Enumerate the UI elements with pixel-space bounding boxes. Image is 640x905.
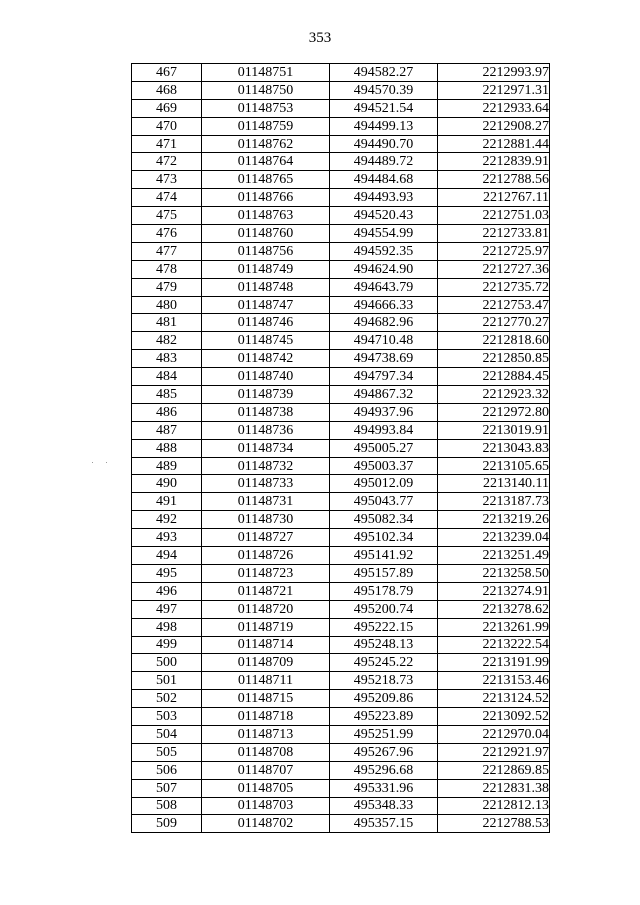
table-row: [132, 815, 550, 833]
y-coordinate-cell: 2213019.91: [438, 421, 550, 439]
table-row: [132, 618, 550, 636]
point-number-cell: 498: [132, 618, 202, 636]
point-id-cell: 01148734: [202, 439, 330, 457]
x-coordinate-cell: 494493.93: [330, 189, 438, 207]
y-coordinate-cell: 2213140.11: [438, 475, 550, 493]
table-row: [132, 600, 550, 618]
point-number-cell: 504: [132, 725, 202, 743]
x-coordinate-cell: 494490.70: [330, 135, 438, 153]
y-coordinate-cell: 2212735.72: [438, 278, 550, 296]
point-number-cell: 486: [132, 403, 202, 421]
point-id-cell: 01148733: [202, 475, 330, 493]
y-coordinate-cell: 2213092.52: [438, 708, 550, 726]
table-row: [132, 153, 550, 171]
x-coordinate-cell: 495178.79: [330, 582, 438, 600]
y-coordinate-cell: 2212751.03: [438, 207, 550, 225]
point-number-cell: 480: [132, 296, 202, 314]
x-coordinate-cell: 494489.72: [330, 153, 438, 171]
point-id-cell: 01148732: [202, 457, 330, 475]
table-row: [132, 135, 550, 153]
table-row: [132, 421, 550, 439]
table-row: [132, 690, 550, 708]
point-id-cell: 01148705: [202, 779, 330, 797]
y-coordinate-cell: 2212971.31: [438, 81, 550, 99]
table-row: [132, 797, 550, 815]
y-coordinate-cell: 2212727.36: [438, 260, 550, 278]
x-coordinate-cell: 495223.89: [330, 708, 438, 726]
y-coordinate-cell: 2212869.85: [438, 761, 550, 779]
table-row: [132, 368, 550, 386]
x-coordinate-cell: 494521.54: [330, 99, 438, 117]
y-coordinate-cell: 2212788.53: [438, 815, 550, 833]
point-number-cell: 495: [132, 564, 202, 582]
point-id-cell: 01148766: [202, 189, 330, 207]
y-coordinate-cell: 2212753.47: [438, 296, 550, 314]
point-id-cell: 01148708: [202, 743, 330, 761]
point-number-cell: 478: [132, 260, 202, 278]
point-number-cell: 489: [132, 457, 202, 475]
x-coordinate-cell: 495200.74: [330, 600, 438, 618]
x-coordinate-cell: 494666.33: [330, 296, 438, 314]
point-number-cell: 475: [132, 207, 202, 225]
y-coordinate-cell: 2213261.99: [438, 618, 550, 636]
x-coordinate-cell: 494624.90: [330, 260, 438, 278]
point-number-cell: 494: [132, 547, 202, 565]
x-coordinate-cell: 494554.99: [330, 225, 438, 243]
table-row: [132, 332, 550, 350]
point-number-cell: 493: [132, 529, 202, 547]
point-id-cell: 01148748: [202, 278, 330, 296]
table-row: [132, 207, 550, 225]
point-number-cell: 509: [132, 815, 202, 833]
x-coordinate-cell: 495222.15: [330, 618, 438, 636]
point-number-cell: 492: [132, 511, 202, 529]
point-number-cell: 476: [132, 225, 202, 243]
point-number-cell: 471: [132, 135, 202, 153]
point-number-cell: 505: [132, 743, 202, 761]
y-coordinate-cell: 2212818.60: [438, 332, 550, 350]
x-coordinate-cell: 494710.48: [330, 332, 438, 350]
point-id-cell: 01148711: [202, 672, 330, 690]
table-row: [132, 350, 550, 368]
table-row: [132, 654, 550, 672]
y-coordinate-cell: 2213187.73: [438, 493, 550, 511]
table-row: [132, 457, 550, 475]
point-id-cell: 01148742: [202, 350, 330, 368]
table-row: [132, 743, 550, 761]
table-row: [132, 529, 550, 547]
point-number-cell: 506: [132, 761, 202, 779]
point-number-cell: 496: [132, 582, 202, 600]
point-number-cell: 477: [132, 242, 202, 260]
point-id-cell: 01148723: [202, 564, 330, 582]
y-coordinate-cell: 2213219.26: [438, 511, 550, 529]
point-id-cell: 01148760: [202, 225, 330, 243]
y-coordinate-cell: 2213105.65: [438, 457, 550, 475]
point-number-cell: 503: [132, 708, 202, 726]
table-row: [132, 725, 550, 743]
table-row: [132, 296, 550, 314]
x-coordinate-cell: 495005.27: [330, 439, 438, 457]
point-number-cell: 497: [132, 600, 202, 618]
point-id-cell: 01148751: [202, 64, 330, 82]
x-coordinate-cell: 494582.27: [330, 64, 438, 82]
table-row: [132, 779, 550, 797]
table-row: [132, 564, 550, 582]
y-coordinate-cell: 2212881.44: [438, 135, 550, 153]
point-number-cell: 499: [132, 636, 202, 654]
y-coordinate-cell: 2212767.11: [438, 189, 550, 207]
y-coordinate-cell: 2213258.50: [438, 564, 550, 582]
y-coordinate-cell: 2212923.32: [438, 386, 550, 404]
y-coordinate-cell: 2212839.91: [438, 153, 550, 171]
x-coordinate-cell: 495102.34: [330, 529, 438, 547]
point-id-cell: 01148714: [202, 636, 330, 654]
table-row: [132, 260, 550, 278]
x-coordinate-cell: 494937.96: [330, 403, 438, 421]
y-coordinate-cell: 2213251.49: [438, 547, 550, 565]
table-row: [132, 278, 550, 296]
x-coordinate-cell: 495267.96: [330, 743, 438, 761]
y-coordinate-cell: 2212788.56: [438, 171, 550, 189]
x-coordinate-cell: 495357.15: [330, 815, 438, 833]
point-id-cell: 01148746: [202, 314, 330, 332]
x-coordinate-cell: 494520.43: [330, 207, 438, 225]
x-coordinate-cell: 495331.96: [330, 779, 438, 797]
table-row: [132, 761, 550, 779]
x-coordinate-cell: 495251.99: [330, 725, 438, 743]
point-id-cell: 01148764: [202, 153, 330, 171]
y-coordinate-cell: 2212884.45: [438, 368, 550, 386]
table-row: [132, 547, 550, 565]
point-number-cell: 470: [132, 117, 202, 135]
y-coordinate-cell: 2212850.85: [438, 350, 550, 368]
x-coordinate-cell: 495296.68: [330, 761, 438, 779]
point-id-cell: 01148707: [202, 761, 330, 779]
point-id-cell: 01148730: [202, 511, 330, 529]
point-id-cell: 01148738: [202, 403, 330, 421]
point-number-cell: 500: [132, 654, 202, 672]
point-id-cell: 01148718: [202, 708, 330, 726]
point-id-cell: 01148721: [202, 582, 330, 600]
point-id-cell: 01148719: [202, 618, 330, 636]
x-coordinate-cell: 495141.92: [330, 547, 438, 565]
point-number-cell: 479: [132, 278, 202, 296]
point-id-cell: 01148709: [202, 654, 330, 672]
y-coordinate-cell: 2212921.97: [438, 743, 550, 761]
y-coordinate-cell: 2213239.04: [438, 529, 550, 547]
point-number-cell: 485: [132, 386, 202, 404]
point-number-cell: 472: [132, 153, 202, 171]
point-id-cell: 01148749: [202, 260, 330, 278]
point-number-cell: 502: [132, 690, 202, 708]
table-row: [132, 117, 550, 135]
point-number-cell: 468: [132, 81, 202, 99]
point-id-cell: 01148703: [202, 797, 330, 815]
point-number-cell: 488: [132, 439, 202, 457]
point-id-cell: 01148715: [202, 690, 330, 708]
y-coordinate-cell: 2213043.83: [438, 439, 550, 457]
table-row: [132, 242, 550, 260]
x-coordinate-cell: 495209.86: [330, 690, 438, 708]
x-coordinate-cell: 494484.68: [330, 171, 438, 189]
table-row: [132, 582, 550, 600]
point-number-cell: 467: [132, 64, 202, 82]
x-coordinate-cell: 494643.79: [330, 278, 438, 296]
point-id-cell: 01148740: [202, 368, 330, 386]
x-coordinate-cell: 494797.34: [330, 368, 438, 386]
x-coordinate-cell: 495245.22: [330, 654, 438, 672]
table-row: [132, 475, 550, 493]
scan-speck: [106, 462, 107, 463]
y-coordinate-cell: 2212908.27: [438, 117, 550, 135]
table-row: [132, 81, 550, 99]
point-id-cell: 01148747: [202, 296, 330, 314]
point-id-cell: 01148731: [202, 493, 330, 511]
table-row: [132, 511, 550, 529]
x-coordinate-cell: 495218.73: [330, 672, 438, 690]
point-id-cell: 01148765: [202, 171, 330, 189]
y-coordinate-cell: 2213153.46: [438, 672, 550, 690]
x-coordinate-cell: 494993.84: [330, 421, 438, 439]
table-row: [132, 708, 550, 726]
x-coordinate-cell: 494738.69: [330, 350, 438, 368]
x-coordinate-cell: 494592.35: [330, 242, 438, 260]
x-coordinate-cell: 495082.34: [330, 511, 438, 529]
table-row: [132, 672, 550, 690]
y-coordinate-cell: 2213191.99: [438, 654, 550, 672]
point-number-cell: 491: [132, 493, 202, 511]
point-id-cell: 01148762: [202, 135, 330, 153]
point-id-cell: 01148753: [202, 99, 330, 117]
point-id-cell: 01148702: [202, 815, 330, 833]
y-coordinate-cell: 2212933.64: [438, 99, 550, 117]
point-id-cell: 01148745: [202, 332, 330, 350]
table-row: [132, 99, 550, 117]
table-row: [132, 386, 550, 404]
point-number-cell: 487: [132, 421, 202, 439]
y-coordinate-cell: 2213274.91: [438, 582, 550, 600]
y-coordinate-cell: 2212725.97: [438, 242, 550, 260]
point-number-cell: 469: [132, 99, 202, 117]
x-coordinate-cell: 495348.33: [330, 797, 438, 815]
y-coordinate-cell: 2212733.81: [438, 225, 550, 243]
point-id-cell: 01148759: [202, 117, 330, 135]
point-id-cell: 01148727: [202, 529, 330, 547]
y-coordinate-cell: 2213124.52: [438, 690, 550, 708]
y-coordinate-cell: 2212831.38: [438, 779, 550, 797]
point-number-cell: 484: [132, 368, 202, 386]
page-number: 353: [308, 30, 332, 46]
y-coordinate-cell: 2213278.62: [438, 600, 550, 618]
y-coordinate-cell: 2212770.27: [438, 314, 550, 332]
point-number-cell: 474: [132, 189, 202, 207]
table-row: [132, 403, 550, 421]
table-row: [132, 64, 550, 82]
scan-speck: [92, 462, 93, 463]
y-coordinate-cell: 2212812.13: [438, 797, 550, 815]
point-id-cell: 01148736: [202, 421, 330, 439]
x-coordinate-cell: 495003.37: [330, 457, 438, 475]
point-number-cell: 482: [132, 332, 202, 350]
y-coordinate-cell: 2212970.04: [438, 725, 550, 743]
point-number-cell: 490: [132, 475, 202, 493]
point-number-cell: 501: [132, 672, 202, 690]
x-coordinate-cell: 495043.77: [330, 493, 438, 511]
point-id-cell: 01148750: [202, 81, 330, 99]
point-id-cell: 01148739: [202, 386, 330, 404]
table-row: [132, 225, 550, 243]
coordinates-table: [131, 63, 550, 833]
point-id-cell: 01148720: [202, 600, 330, 618]
point-number-cell: 507: [132, 779, 202, 797]
y-coordinate-cell: 2212972.80: [438, 403, 550, 421]
point-number-cell: 508: [132, 797, 202, 815]
x-coordinate-cell: 495012.09: [330, 475, 438, 493]
table-row: [132, 493, 550, 511]
point-number-cell: 473: [132, 171, 202, 189]
x-coordinate-cell: 494682.96: [330, 314, 438, 332]
point-number-cell: 481: [132, 314, 202, 332]
table-row: [132, 189, 550, 207]
y-coordinate-cell: 2212993.97: [438, 64, 550, 82]
table-row: [132, 439, 550, 457]
x-coordinate-cell: 495157.89: [330, 564, 438, 582]
table-row: [132, 171, 550, 189]
x-coordinate-cell: 494499.13: [330, 117, 438, 135]
point-id-cell: 01148756: [202, 242, 330, 260]
point-id-cell: 01148726: [202, 547, 330, 565]
x-coordinate-cell: 494867.32: [330, 386, 438, 404]
table-row: [132, 636, 550, 654]
table-row: [132, 314, 550, 332]
x-coordinate-cell: 494570.39: [330, 81, 438, 99]
coordinates-table-body: [132, 64, 550, 833]
x-coordinate-cell: 495248.13: [330, 636, 438, 654]
point-id-cell: 01148763: [202, 207, 330, 225]
point-number-cell: 483: [132, 350, 202, 368]
y-coordinate-cell: 2213222.54: [438, 636, 550, 654]
point-id-cell: 01148713: [202, 725, 330, 743]
